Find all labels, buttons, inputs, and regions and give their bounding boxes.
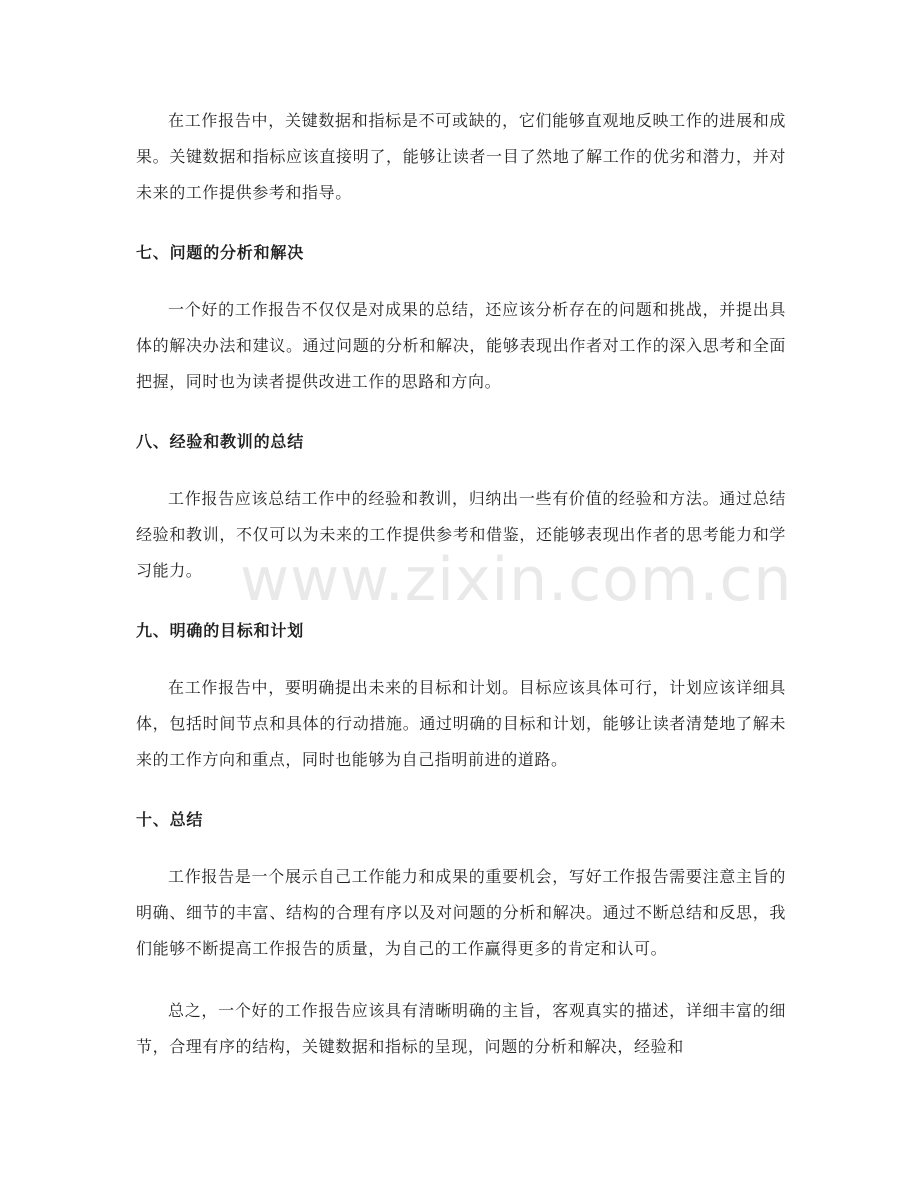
section-7-paragraph: 一个好的工作报告不仅仅是对成果的总结，还应该分析存在的问题和挑战，并提出具体的解决办法和建议。通过问题的分析和解决，能够表现出作者对工作的深入思考和全面把握，同时也为读者提供改进工作的思路和方向。 bbox=[136, 300, 786, 391]
watermark: www.zixin.com.cn bbox=[240, 545, 793, 615]
intro-paragraph: 在工作报告中，关键数据和指标是不可或缺的，它们能够直观地反映工作的进展和成果。关键数据和指标应该直接明了，能够让读者一目了然地了解工作的优劣和潜力，并对未来的工作提供参考和指导。 bbox=[136, 111, 786, 202]
section-heading-7: 七、问题的分析和解决 bbox=[136, 243, 305, 262]
section-8-paragraph: 工作报告应该总结工作中的经验和教训，归纳出一些有价值的经验和方法。通过总结经验和教训，不仅可以为未来的工作提供参考和借鉴，还能够表现出作者的思考能力和学习能力。 bbox=[136, 489, 786, 580]
section-heading-9: 九、明确的目标和计划 bbox=[136, 621, 305, 640]
section-9-paragraph: 在工作报告中，要明确提出未来的目标和计划。目标应该具体可行，计划应该详细具体，包括时间节点和具体的行动措施。通过明确的目标和计划，能够让读者清楚地了解未来的工作方向和重点，同时也能够为自己指明前进的道路。 bbox=[136, 678, 786, 769]
section-heading-10: 十、总结 bbox=[136, 810, 204, 829]
section-heading-8: 八、经验和教训的总结 bbox=[136, 432, 305, 451]
document-body bbox=[136, 103, 793, 1065]
section-10-paragraph-2: 总之，一个好的工作报告应该具有清晰明确的主旨，客观真实的描述，详细丰富的细节，合理有序的结构，关键数据和指标的呈现，问题的分析和解决，经验和 bbox=[136, 1001, 786, 1056]
section-10-paragraph-1: 工作报告是一个展示自己工作能力和成果的重要机会，写好工作报告需要注意主旨的明确、细节的丰富、结构的合理有序以及对问题的分析和解决。通过不断总结和反思，我们能够不断提高工作报告的质量，为自己的工作赢得更多的肯定和认可。 bbox=[136, 867, 786, 958]
